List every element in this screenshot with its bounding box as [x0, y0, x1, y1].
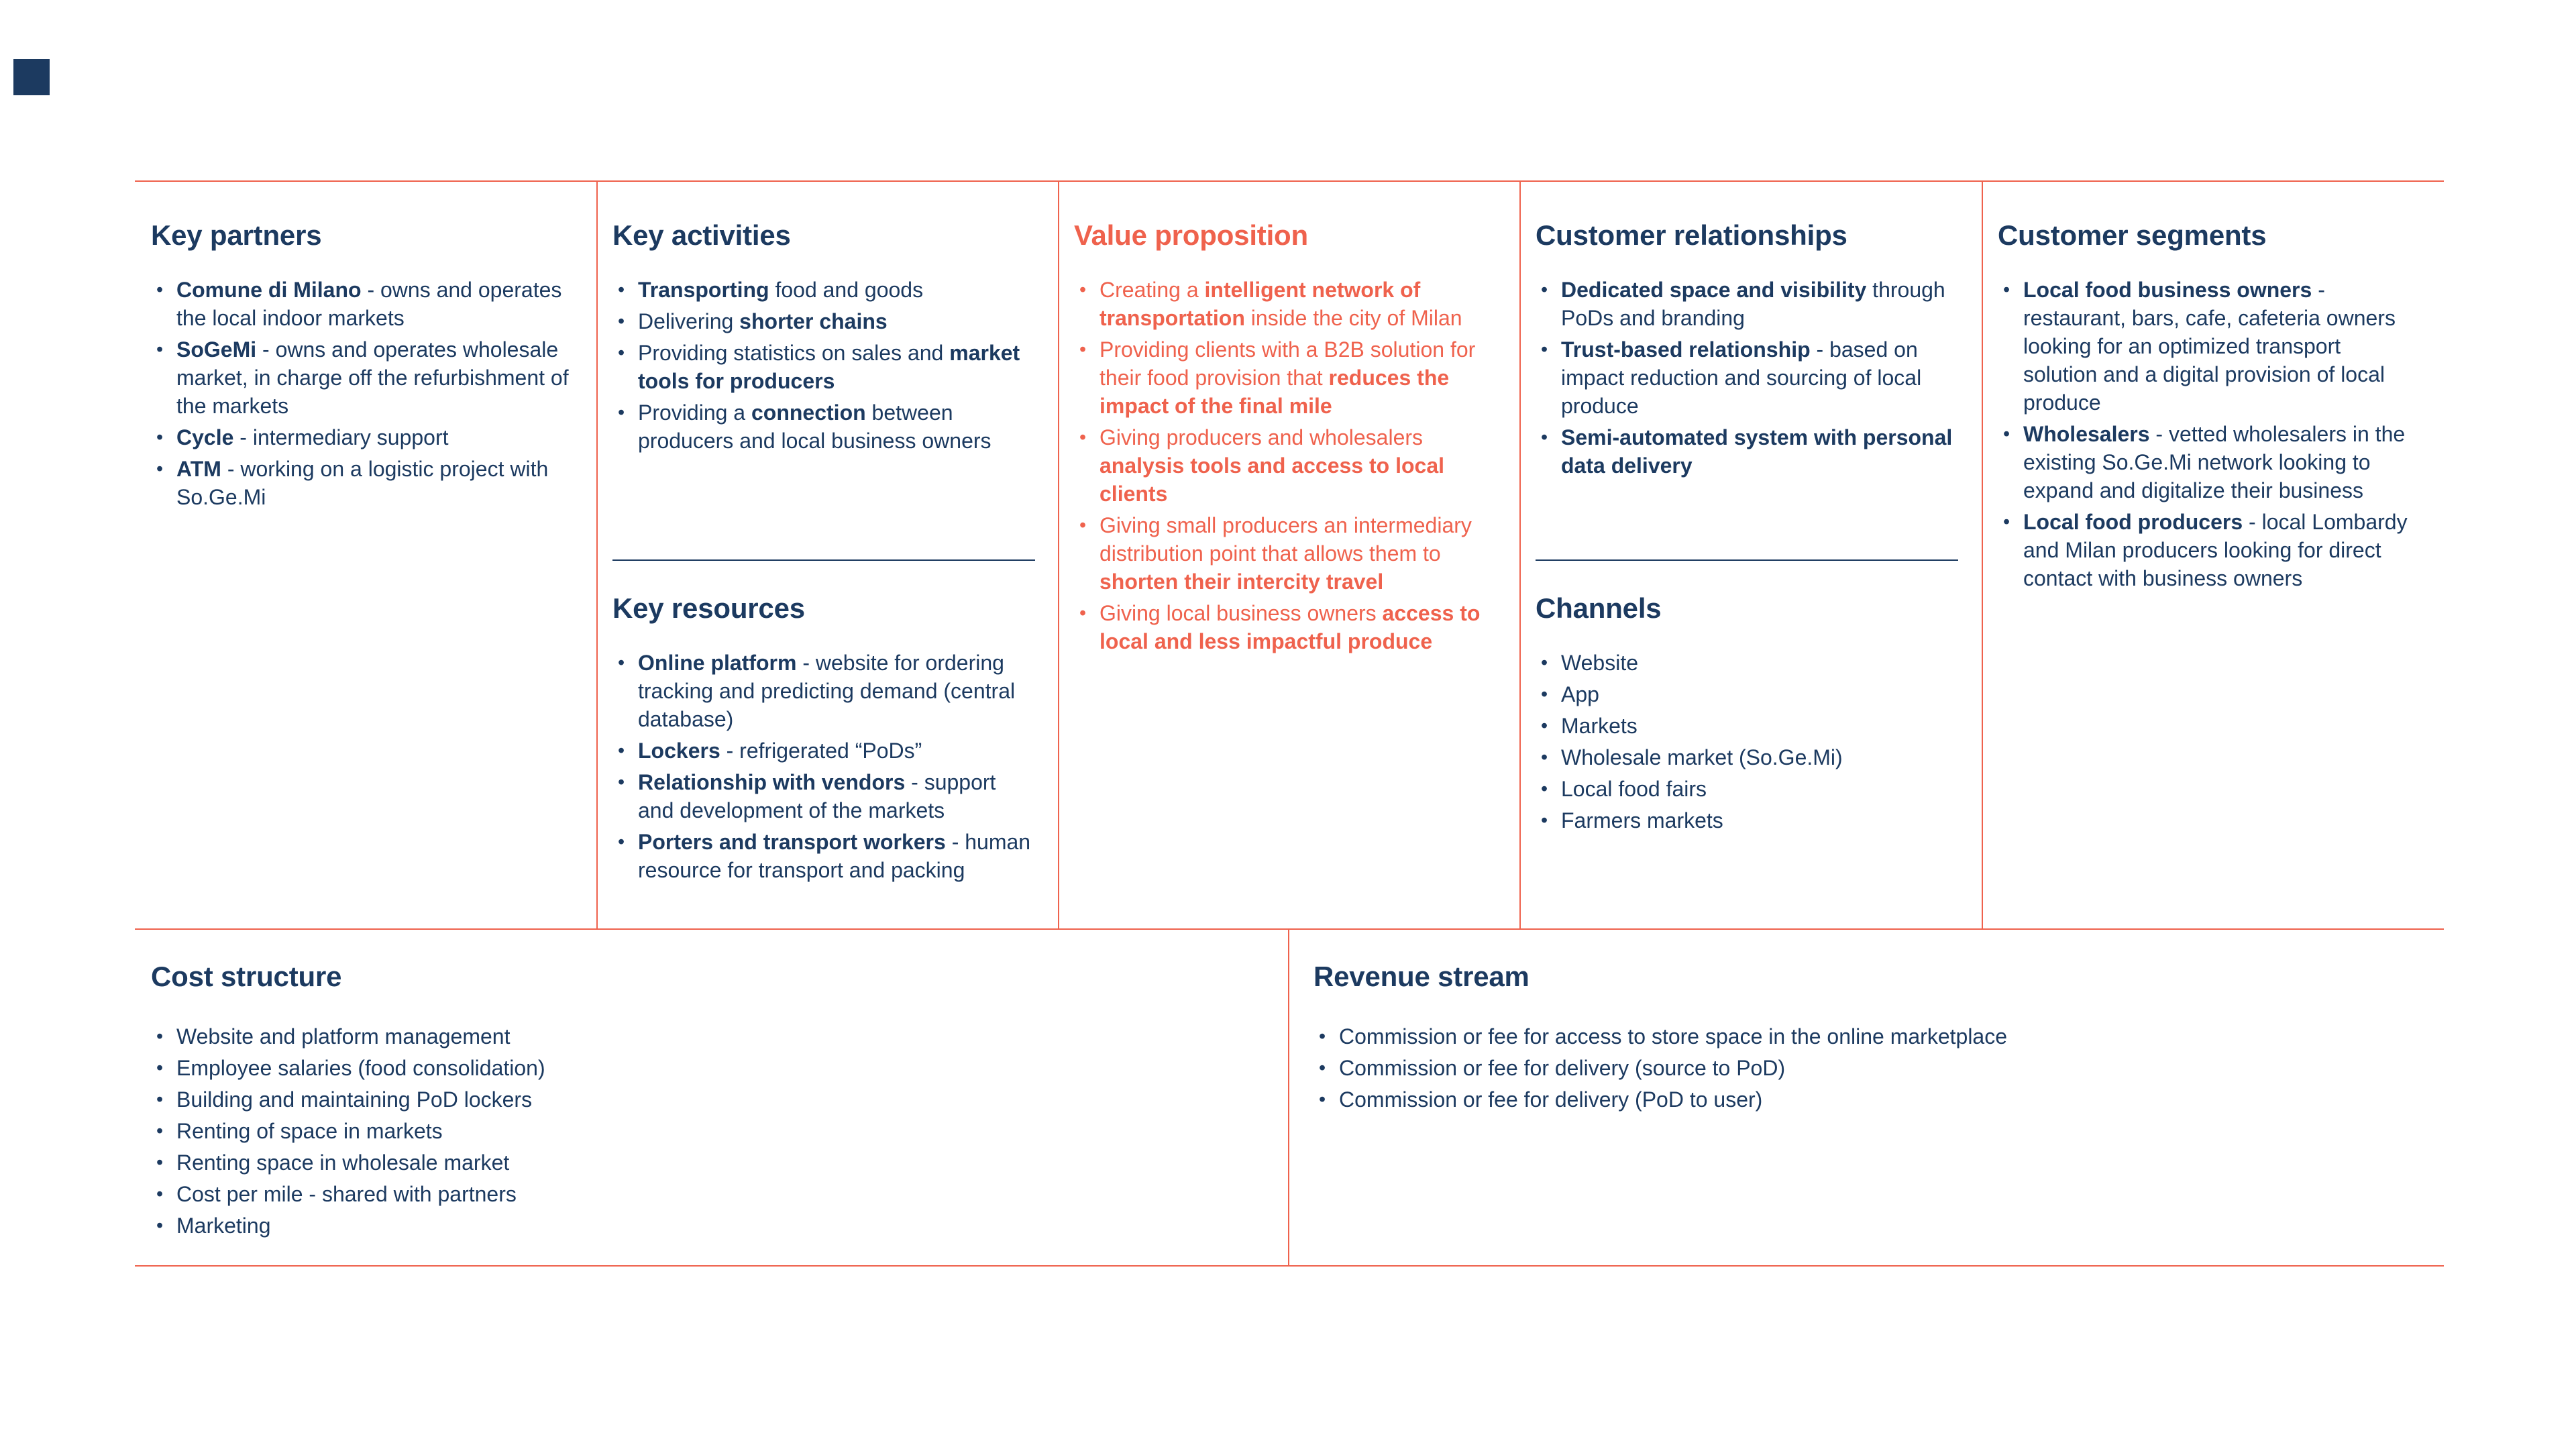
bullet-item: [1074, 511, 1497, 596]
section-key-activities: [596, 182, 1058, 928]
revenue-stream-list: [1313, 1022, 2403, 1114]
bullet-item: [1074, 423, 1497, 508]
bullet-text-segment: food and goods: [769, 278, 924, 302]
bullet-text-segment: Commission or fee for delivery (PoD to user): [1339, 1087, 1763, 1112]
bullet-item: [1536, 680, 1958, 708]
bullet-text-segment: access to local and less impactful produce: [1099, 601, 1481, 653]
section-key-partners: [135, 182, 596, 928]
logo-square: [13, 59, 50, 95]
key-resources-title: Key resources: [612, 592, 805, 624]
bullet-item: [151, 1054, 1248, 1082]
bullet-item: [1536, 806, 1958, 835]
bullet-text-segment: - vetted wholesalers in the existing So.Ge.Mi network looking to expand and digitalize their business: [2023, 422, 2406, 502]
divider-relationships-channels: [1536, 559, 1958, 561]
bullet-text-segment: Website: [1561, 651, 1639, 675]
section-revenue-stream: [1288, 930, 2443, 1265]
bullet-item: [1536, 775, 1958, 803]
bullet-text-segment: Providing clients with a B2B solution for their food provision that: [1099, 337, 1476, 390]
bullet-text-segment: - restaurant, bars, cafe, cafeteria owners looking for an optimized transport solution and a digital provision of local produce: [2023, 278, 2396, 415]
bullet-text-segment: connection: [751, 400, 866, 425]
bullet-text-segment: market tools for producers: [638, 341, 1020, 393]
bullet-text-segment: shorter chains: [739, 309, 888, 333]
bullet-text-segment: SoGeMi: [176, 337, 257, 362]
bullet-item: [151, 423, 574, 451]
bullet-text-segment: - owns and operates the local indoor markets: [176, 278, 562, 330]
bullet-text-segment: - owns and operates wholesale market, in charge off the refurbishment of the markets: [176, 337, 569, 418]
bullet-text-segment: Commission or fee for delivery (source to PoD): [1339, 1056, 1786, 1080]
canvas-bottom-border: [135, 1265, 2444, 1267]
section-key-resources: [596, 592, 1058, 888]
bullet-item: [1536, 276, 1958, 332]
section-cost-structure: [135, 930, 1288, 1265]
bullet-text-segment: Creating a: [1099, 278, 1205, 302]
bullet-text-segment: Marketing: [176, 1214, 271, 1238]
bullet-item: [1536, 423, 1958, 480]
bullet-item: [1536, 335, 1958, 420]
bullet-text-segment: Providing a: [638, 400, 751, 425]
value-proposition-list: [1074, 276, 1497, 655]
bullet-text-segment: intelligent network of transportation: [1099, 278, 1421, 330]
customer-segments-list: [1998, 276, 2420, 592]
bullet-item: [151, 335, 574, 420]
section-channels: [1519, 592, 1981, 838]
bullet-text-segment: Transporting: [638, 278, 769, 302]
section-customer-segments: [1982, 182, 2443, 928]
bullet-item: [151, 1148, 1248, 1177]
bullet-text-segment: Relationship with vendors: [638, 770, 906, 794]
bullet-item: [1536, 649, 1958, 677]
bullet-text-segment: - website for ordering tracking and predicting demand (central database): [638, 651, 1016, 731]
bullet-text-segment: Website and platform management: [176, 1024, 511, 1049]
bullet-text-segment: Providing statistics on sales and: [638, 341, 950, 365]
bullet-text-segment: Commission or fee for access to store space in the online marketplace: [1339, 1024, 2008, 1049]
bullet-text-segment: Comune di Milano: [176, 278, 362, 302]
bullet-item: [1074, 599, 1497, 655]
bullet-item: [1998, 420, 2420, 504]
bullet-text-segment: Delivering: [638, 309, 740, 333]
bullet-text-segment: Semi-automated system with personal data delivery: [1561, 425, 1953, 478]
bullet-text-segment: inside the city of Milan: [1244, 306, 1462, 330]
bullet-text-segment: Markets: [1561, 714, 1638, 738]
bullet-text-segment: Local food producers: [2023, 510, 2243, 534]
bullet-text-segment: - working on a logistic project with So.Ge.Mi: [176, 457, 549, 509]
bullet-text-segment: Wholesalers: [2023, 422, 2150, 446]
section-customer-relationships: [1519, 182, 1981, 928]
channels-title: Channels: [1536, 592, 1662, 624]
bullet-text-segment: - support and development of the markets: [638, 770, 996, 822]
divider-activities-resources: [612, 559, 1035, 561]
bullet-item: [1998, 276, 2420, 417]
bullet-item: [612, 649, 1035, 733]
bullet-text-segment: App: [1561, 682, 1599, 706]
channels-list: [1536, 649, 1958, 835]
bullet-text-segment: Giving local business owners: [1099, 601, 1383, 625]
revenue-stream-title: Revenue stream: [1313, 961, 1529, 992]
value-proposition-title: Value proposition: [1074, 219, 1308, 251]
key-activities-list: [612, 276, 1035, 455]
bullet-text-segment: Local food business owners: [2023, 278, 2312, 302]
cost-structure-list: [151, 1022, 1248, 1240]
bullet-item: [612, 307, 1035, 335]
customer-segments-title: Customer segments: [1998, 219, 2267, 251]
bullet-text-segment: Porters and transport workers: [638, 830, 946, 854]
bullet-text-segment: reduces the impact of the final mile: [1099, 366, 1450, 418]
key-partners-title: Key partners: [151, 219, 322, 251]
bullet-item: [1313, 1022, 2403, 1051]
bullet-text-segment: - intermediary support: [233, 425, 449, 449]
customer-relationships-title: Customer relationships: [1536, 219, 1847, 251]
bullet-text-segment: - refrigerated “PoDs”: [720, 739, 922, 763]
bullet-item: [1998, 508, 2420, 592]
bullet-item: [612, 339, 1035, 395]
bullet-item: [151, 1117, 1248, 1145]
customer-relationships-list: [1536, 276, 1958, 480]
key-resources-list: [612, 649, 1035, 884]
bullet-item: [151, 276, 574, 332]
bullet-item: [612, 398, 1035, 455]
bullet-text-segment: Building and maintaining PoD lockers: [176, 1087, 533, 1112]
bullet-text-segment: between producers and local business owners: [638, 400, 991, 453]
bullet-text-segment: Online platform: [638, 651, 797, 675]
bullet-item: [1313, 1054, 2403, 1082]
bullet-item: [1074, 335, 1497, 420]
bullet-text-segment: Lockers: [638, 739, 720, 763]
bullet-text-segment: - local Lombardy and Milan producers looking for direct contact with business owners: [2023, 510, 2408, 590]
bullet-text-segment: Cycle: [176, 425, 234, 449]
bullet-text-segment: through PoDs and branding: [1561, 278, 1945, 330]
bullet-item: [612, 276, 1035, 304]
bullet-text-segment: Farmers markets: [1561, 808, 1723, 833]
bullet-text-segment: Employee salaries (food consolidation): [176, 1056, 545, 1080]
bullet-text-segment: analysis tools and access to local clients: [1099, 453, 1444, 506]
bullet-item: [1313, 1085, 2403, 1114]
bullet-item: [612, 828, 1035, 884]
cost-structure-title: Cost structure: [151, 961, 342, 992]
bullet-text-segment: - human resource for transport and packing: [638, 830, 1031, 882]
bullet-text-segment: Giving small producers an intermediary distribution point that allows them to: [1099, 513, 1472, 566]
bullet-text-segment: ATM: [176, 457, 221, 481]
bullet-text-segment: - based on impact reduction and sourcing of local produce: [1561, 337, 1922, 418]
key-activities-title: Key activities: [612, 219, 791, 251]
bullet-text-segment: Renting space in wholesale market: [176, 1150, 510, 1175]
bullet-text-segment: Giving producers and wholesalers: [1099, 425, 1424, 449]
bullet-item: [151, 1022, 1248, 1051]
bullet-item: [151, 1212, 1248, 1240]
bullet-text-segment: Wholesale market (So.Ge.Mi): [1561, 745, 1843, 769]
bullet-text-segment: Local food fairs: [1561, 777, 1707, 801]
bullet-text-segment: Cost per mile - shared with partners: [176, 1182, 517, 1206]
bullet-item: [612, 737, 1035, 765]
bullet-item: [1536, 743, 1958, 771]
bullet-item: [1536, 712, 1958, 740]
bullet-item: [151, 1085, 1248, 1114]
bullet-text-segment: Trust-based relationship: [1561, 337, 1811, 362]
bullet-item: [612, 768, 1035, 824]
section-value-proposition: [1058, 182, 1519, 928]
bullet-text-segment: Dedicated space and visibility: [1561, 278, 1867, 302]
bullet-item: [151, 1180, 1248, 1208]
bullet-text-segment: Renting of space in markets: [176, 1119, 443, 1143]
bullet-text-segment: shorten their intercity travel: [1099, 570, 1384, 594]
bullet-item: [151, 455, 574, 511]
bullet-item: [1074, 276, 1497, 332]
key-partners-list: [151, 276, 574, 511]
